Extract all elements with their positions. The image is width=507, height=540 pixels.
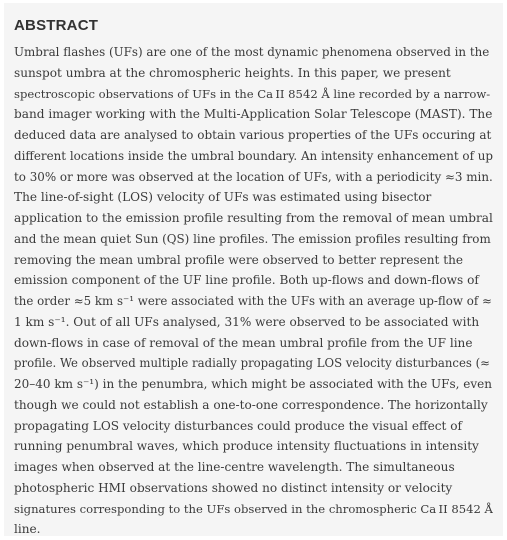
- abstract-section: [4, 3, 503, 536]
- abstract-line: sunspot umbra at the chromospheric heights. In this paper, we present: [14, 65, 451, 80]
- abstract-line: down-flows in case of removal of the mean umbral profile from the UF line: [14, 335, 473, 350]
- abstract-line: the order ≈5 km s⁻¹ were associated with the UFs with an average up-flow of ≈: [14, 294, 492, 308]
- abstract-line: Umbral flashes (UFs) are one of the most dynamic phenomena observed in the: [14, 45, 490, 59]
- abstract-line: deduced data are analysed to obtain various properties of the UFs occuring at: [14, 128, 492, 142]
- abstract-line: 20–40 km s⁻¹) in the penumbra, which might be associated with the UFs, even: [14, 377, 492, 391]
- abstract-heading: ABSTRACT: [14, 17, 99, 34]
- abstract-line: though we could not establish a one-to-one correspondence. The horizontally: [14, 397, 488, 412]
- abstract-line: images when observed at the line-centre wavelength. The simultaneous: [14, 460, 455, 474]
- abstract-body: [14, 42, 493, 540]
- abstract-line: signatures corresponding to the UFs observed in the chromospheric Ca II 8542 Å: [14, 501, 493, 516]
- abstract-line: 1 km s⁻¹. Out of all UFs analysed, 31% were observed to be associated with: [14, 314, 480, 329]
- abstract-line: band imager working with the Multi-Application Solar Telescope (MAST). The: [14, 107, 493, 122]
- abstract-line: profile. We observed multiple radially propagating LOS velocity disturbances (≈: [14, 356, 490, 371]
- abstract-line: emission component of the UF line profile. Both up-flows and down-flows of: [14, 273, 479, 288]
- abstract-line: line.: [14, 522, 41, 537]
- abstract-line: and the mean quiet Sun (QS) line profiles. The emission profiles resulting from: [14, 231, 491, 246]
- abstract-line: The line-of-sight (LOS) velocity of UFs was estimated using bisector: [14, 190, 432, 205]
- abstract-line: to 30% or more was observed at the location of UFs, with a periodicity ≈3 min.: [14, 169, 493, 184]
- abstract-line: removing the mean umbral profile were observed to better represent the: [14, 252, 464, 267]
- abstract-line: spectroscopic observations of UFs in the Ca II 8542 Å line recorded by a narrow-: [14, 86, 491, 101]
- abstract-line: photospheric HMI observations showed no distinct intensity or velocity: [14, 480, 453, 495]
- abstract-line: propagating LOS velocity disturbances could produce the visual effect of: [14, 418, 462, 433]
- abstract-line: application to the emission profile resulting from the removal of mean umbral: [14, 211, 493, 225]
- abstract-line: running penumbral waves, which produce intensity fluctuations in intensity: [14, 439, 479, 454]
- abstract-line: different locations inside the umbral boundary. An intensity enhancement of up: [14, 148, 494, 163]
